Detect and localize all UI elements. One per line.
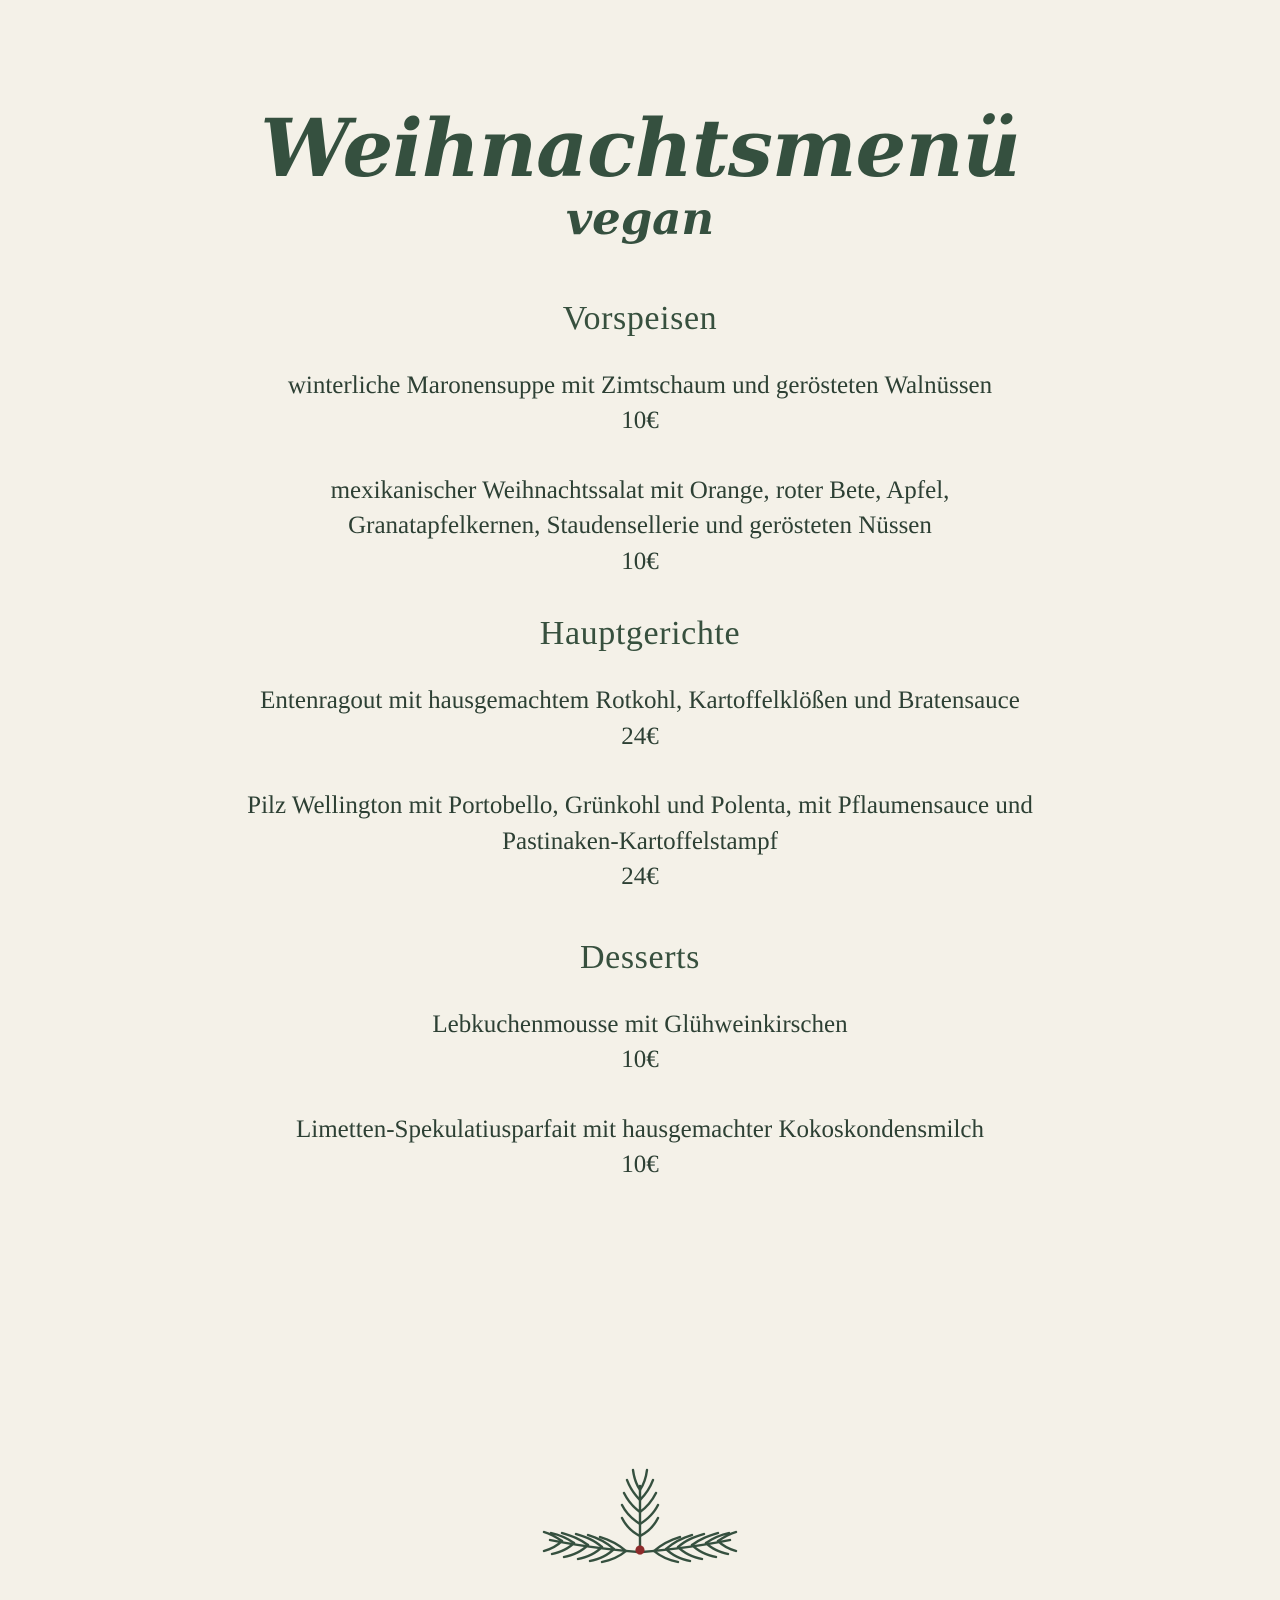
page-subtitle: vegan [565, 192, 715, 245]
menu-item [240, 1112, 1040, 1183]
section-spacer [0, 579, 1280, 615]
menu-section-vorspeisen [0, 300, 1280, 580]
menu-item-name: Lebkuchenmousse mit Glühweinkirschen [432, 1010, 848, 1038]
section-heading: Desserts [580, 938, 700, 976]
menu-item-price: 24€ [621, 722, 659, 750]
section-heading: Hauptgerichte [539, 615, 741, 652]
menu-item-price: 10€ [621, 547, 659, 575]
menu-item [240, 1007, 1040, 1078]
ornament [0, 1456, 1280, 1566]
menu-item-name: Pilz Wellington mit Portobello, Grünkohl und Polenta, mit Pflaumensauce und Pastinaken-Kartoffelstampf [247, 792, 1033, 855]
menu-item-price: 10€ [621, 407, 659, 434]
berry-icon [635, 1545, 644, 1554]
menu-item-price: 10€ [621, 1151, 659, 1178]
menu-header [0, 0, 1280, 244]
section-heading: Vorspeisen [562, 299, 718, 337]
menu-section-desserts [0, 939, 1280, 1183]
menu-item-price: 24€ [621, 863, 659, 890]
menu-item-name: Entenragout mit hausgemachtem Rotkohl, Kartoffelklößen und Bratensauce [260, 687, 1020, 714]
menu-item-name: mexikanischer Weihnachtssalat mit Orange, roter Bete, Apfel, Granatapfelkernen, Staudensellerie und gerösteten Nüssen [330, 476, 950, 539]
menu-item [240, 473, 1040, 580]
menu-item [240, 683, 1040, 754]
menu-item [240, 368, 1040, 439]
menu-section-hauptgerichte [0, 615, 1280, 895]
menu-item-name: winterliche Maronensuppe mit Zimtschaum und gerösteten Walnüssen [287, 371, 993, 399]
page-title: Weihnachtsmenü [260, 101, 1020, 195]
menu-item [240, 788, 1040, 895]
fir-branches-with-berry-icon [530, 1456, 750, 1566]
menu-item-name: Limetten-Spekulatiusparfait mit hausgemachter Kokoskondensmilch [295, 1115, 985, 1143]
menu-sections [0, 300, 1280, 1183]
menu-item-price: 10€ [621, 1046, 659, 1073]
